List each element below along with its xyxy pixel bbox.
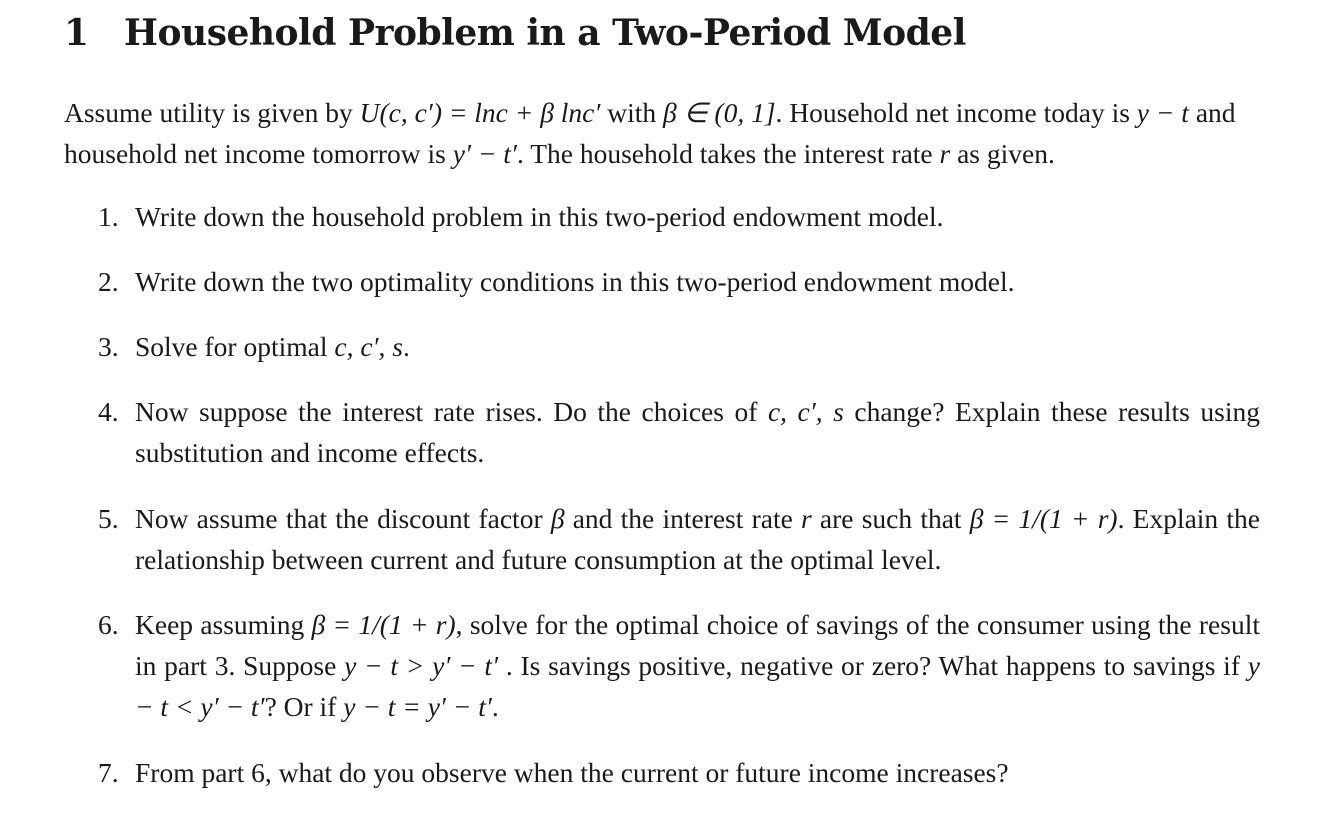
math-expression: r <box>801 503 812 534</box>
section-heading <box>64 12 966 54</box>
question-text: From part 6, what do you observe when the current or future income increases? <box>135 757 1009 788</box>
question-text: Now assume that the discount factor β and the interest rate r are such that β = 1/(1 + r). Explain the relationship between current and future consumption at the optimal level. <box>135 503 1260 575</box>
list-marker: 4. <box>98 396 119 427</box>
income-tomorrow: y′ − t′ <box>452 138 517 169</box>
beta-range: β ∈ (0, 1] <box>663 97 776 128</box>
math-expression: c, c′, s <box>767 396 844 427</box>
intro-text: with <box>600 97 664 128</box>
question-text: Keep assuming β = 1/(1 + r), solve for the optimal choice of savings of the consumer using the result in part 3. Suppose y − t > y′ − t′ . Is savings positive, negative or zero? What happens to savings if y − t < y′ − t′? Or if y − t = y′ − t′. <box>135 609 1260 722</box>
math-expression: y − t > y′ − t′ <box>344 650 499 681</box>
list-marker: 1. <box>98 201 119 232</box>
intro-paragraph <box>64 92 1260 174</box>
math-expression: c, c′, s <box>334 331 403 362</box>
list-marker: 3. <box>98 331 119 362</box>
list-marker: 5. <box>98 503 119 534</box>
math-expression: y − t < y′ − t′ <box>135 650 1260 722</box>
intro-text: . The household takes the interest rate <box>516 138 940 169</box>
section-number: 1 <box>64 12 89 54</box>
section-title: Household Problem in a Two-Period Model <box>124 12 966 54</box>
math-expression: β = 1/(1 + r) <box>311 609 456 640</box>
list-marker: 6. <box>98 609 119 640</box>
question-text: Write down the two optimality conditions in this two-period endowment model. <box>135 266 1015 297</box>
question-text: Write down the household problem in this two-period endowment model. <box>135 201 944 232</box>
intro-text: as given. <box>950 138 1055 169</box>
intro-text: Assume utility is given by <box>64 97 360 128</box>
utility-formula: U(c, c′) = lnc + β lnc′ <box>359 97 601 128</box>
question-text: Solve for optimal c, c′, s. <box>135 331 410 362</box>
intro-text: and household net income tomorrow is <box>64 97 1236 169</box>
question-text: Now suppose the interest rate rises. Do the choices of c, c′, s change? Explain these results using substitution and income effects. <box>135 396 1260 468</box>
interest-rate-symbol: r <box>939 138 951 169</box>
list-marker: 2. <box>98 266 119 297</box>
intro-text: . Household net income today is <box>775 97 1137 128</box>
list-marker: 7. <box>98 757 119 788</box>
income-today: y − t <box>1136 97 1189 128</box>
math-expression: β <box>550 503 565 534</box>
math-expression: y − t = y′ − t′ <box>343 691 492 722</box>
math-expression: β = 1/(1 + r) <box>969 503 1118 534</box>
